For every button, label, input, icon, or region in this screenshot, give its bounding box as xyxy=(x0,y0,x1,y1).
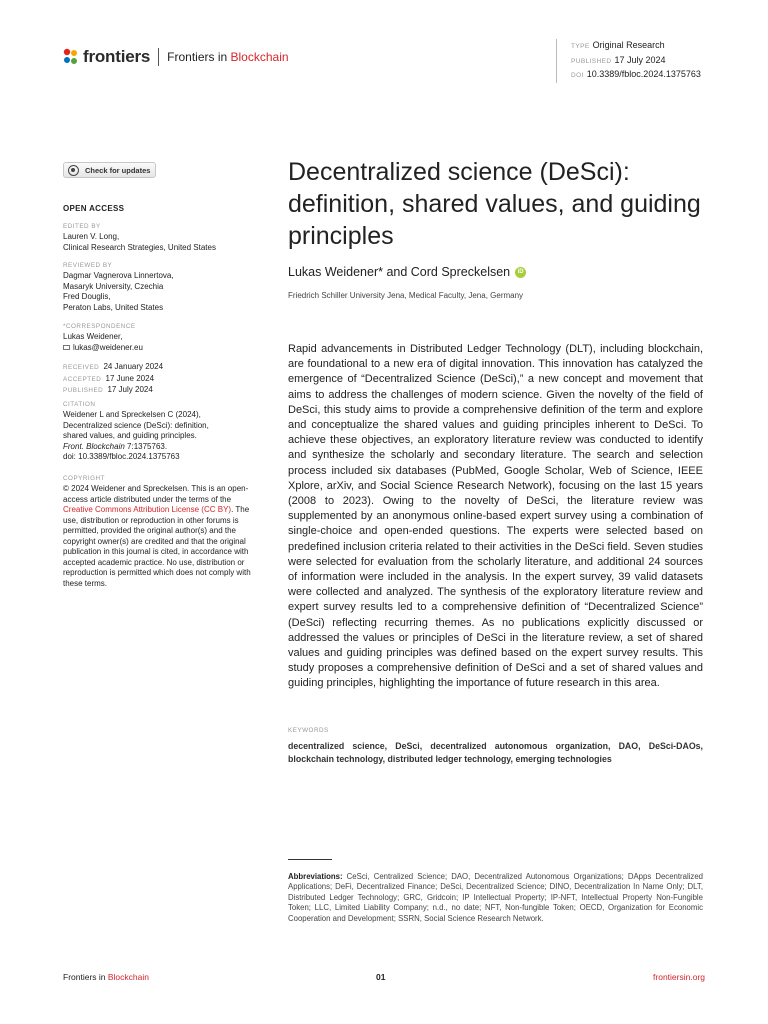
article-type: TYPE Original Research xyxy=(571,40,665,50)
header-logo[interactable] xyxy=(63,46,289,68)
open-access-label: OPEN ACCESS xyxy=(63,204,125,213)
article-dates: RECEIVED 24 January 2024 ACCEPTED 17 June 2024 PUBLISHED 17 July 2024 xyxy=(63,362,164,394)
citation: CITATION Weidener L and Spreckelsen C (2024), Decentralized science (DeSci): definition, shared values, and guiding principles. Front. Blockchain 7:1375763. doi: 10.3389/fbloc.2024.1375763 xyxy=(63,400,263,463)
correspondence-email[interactable]: lukas@weidener.eu xyxy=(63,343,263,354)
edited-by: EDITED BY Lauren V. Long, Clinical Research Strategies, United States xyxy=(63,223,216,252)
frontiers-logo-icon xyxy=(63,48,79,66)
article-doi: DOI 10.3389/fbloc.2024.1375763 xyxy=(571,69,701,79)
copyright: COPYRIGHT © 2024 Weidener and Spreckelsen. This is an open-access article distributed under the terms of the Creative Commons Attribution License (CC BY). The use, distribution or reproduction in other forums is permitted, provided the original author(s) and the copyright owner(s) are credited and that the original publication in this journal is cited, in accordance with accepted academic practice. No use, distribution or reproduction is permitted which does not comply with these terms. xyxy=(63,475,251,588)
article-title: Decentralized science (DeSci): definition, shared values, and guiding principles xyxy=(288,158,701,250)
journal-name[interactable]: Frontiers in Blockchain xyxy=(167,50,289,64)
correspondence: *CORRESPONDENCE Lukas Weidener, lukas@weidener.eu xyxy=(63,322,263,353)
email-icon xyxy=(63,345,70,350)
keywords: decentralized science, DeSci, decentralized autonomous organization, DAO, DeSci-DAOs, blockchain technology, distributed ledger technology, emerging technologies xyxy=(288,741,703,764)
author-affiliation: Friedrich Schiller University Jena, Medical Faculty, Jena, Germany xyxy=(288,291,524,300)
abbreviations: Abbreviations: CeSci, Centralized Science; DAO, Decentralized Autonomous Organizations; DApps Decentralized Applications; DeFi, Decentralized Finance; DeSci, Decentralized Science; DINO, Decentralization In Name Only; DLT, Distributed Ledger Technology; GRC, Gridcoin; IP Intellectual Property; IP-NFT, Intellectual Property Non-Fungible Token; LLC, Limited Liability Company; n.d., no date; NFT, Non-fungible Token; OECD, Organization for Economic Cooperation and Development; SSRN, Social Science Research Network. xyxy=(288,872,703,923)
reviewed-by: REVIEWED BY Dagmar Vagnerova Linnertova, Masaryk University, Czechia Fred Douglis, Peraton Labs, United States xyxy=(63,262,174,312)
header-divider xyxy=(158,48,159,66)
footer-site-link[interactable]: frontiersin.org xyxy=(653,972,705,982)
footnote-divider xyxy=(288,859,332,860)
orcid-icon[interactable]: iD xyxy=(515,267,526,278)
article-authors: Lukas Weidener* and Cord Spreckelsen iD xyxy=(288,265,526,279)
article-meta xyxy=(556,39,701,83)
keywords-label: KEYWORDS xyxy=(288,727,329,734)
check-for-updates-button[interactable]: Check for updates xyxy=(63,162,156,178)
footer-journal[interactable]: Frontiers in Blockchain xyxy=(63,972,149,982)
article-published: PUBLISHED 17 July 2024 xyxy=(571,54,666,65)
check-for-updates-icon xyxy=(68,165,79,176)
citation-doi[interactable]: doi: 10.3389/fbloc.2024.1375763 xyxy=(63,452,180,461)
page-number: 01 xyxy=(376,972,386,982)
abstract: Rapid advancements in Distributed Ledger Technology (DLT), including blockchain, are foundational to a new era of digital innovation. This innovation has catalyzed the emergence of “Decentralized Science (DeSci),” a new concept and movement that aims to address the challenges of modern science. Given the novelty of the field of DeSci, this study aims to provide a comprehensive definition of the term and explore and conceptualize the shared values and guiding principles inherent to DeSci. To achieve these objectives, an exploratory literature review was conducted to identify and synthesize the scholarly and secondary literature. The search and selection process included six databases (PubMed, Google Scholar, Web of Science, IEEE Xplore, arXiv, and Social Science Research Network), focusing on the last 15 years (2008 to 2023). Owing to the novelty of DeSci, the literature review was supplemented by an anonymous online-based expert survey using a combination of single-choice and open-ended questions. The experts were selected based on predefined inclusion criteria related to their activities in the DeSci field. Seven studies were selected for evaluation from the scholarly literature, and additional 24 sources of information were included in the analysis. In the expert survey, 39 valid datasets were collected and analyzed. The synthesis of the exploratory literature review and expert survey results led to a comprehensive definition of “Decentralized Science” (DeSci) reflecting recurring themes. As no publications explicitly discussed or addressed the values or principles of DeSci in the literature review, a set of shared values and guiding principles was defined based on the expert survey results. This study proposes a comprehensive definition of DeSci and a set of shared values and guiding principles, highlighting the importance of future research in this area. xyxy=(288,343,703,690)
cc-license-link[interactable]: Creative Commons Attribution License (CC BY) xyxy=(63,505,232,514)
brand-name: frontiers xyxy=(83,47,151,66)
